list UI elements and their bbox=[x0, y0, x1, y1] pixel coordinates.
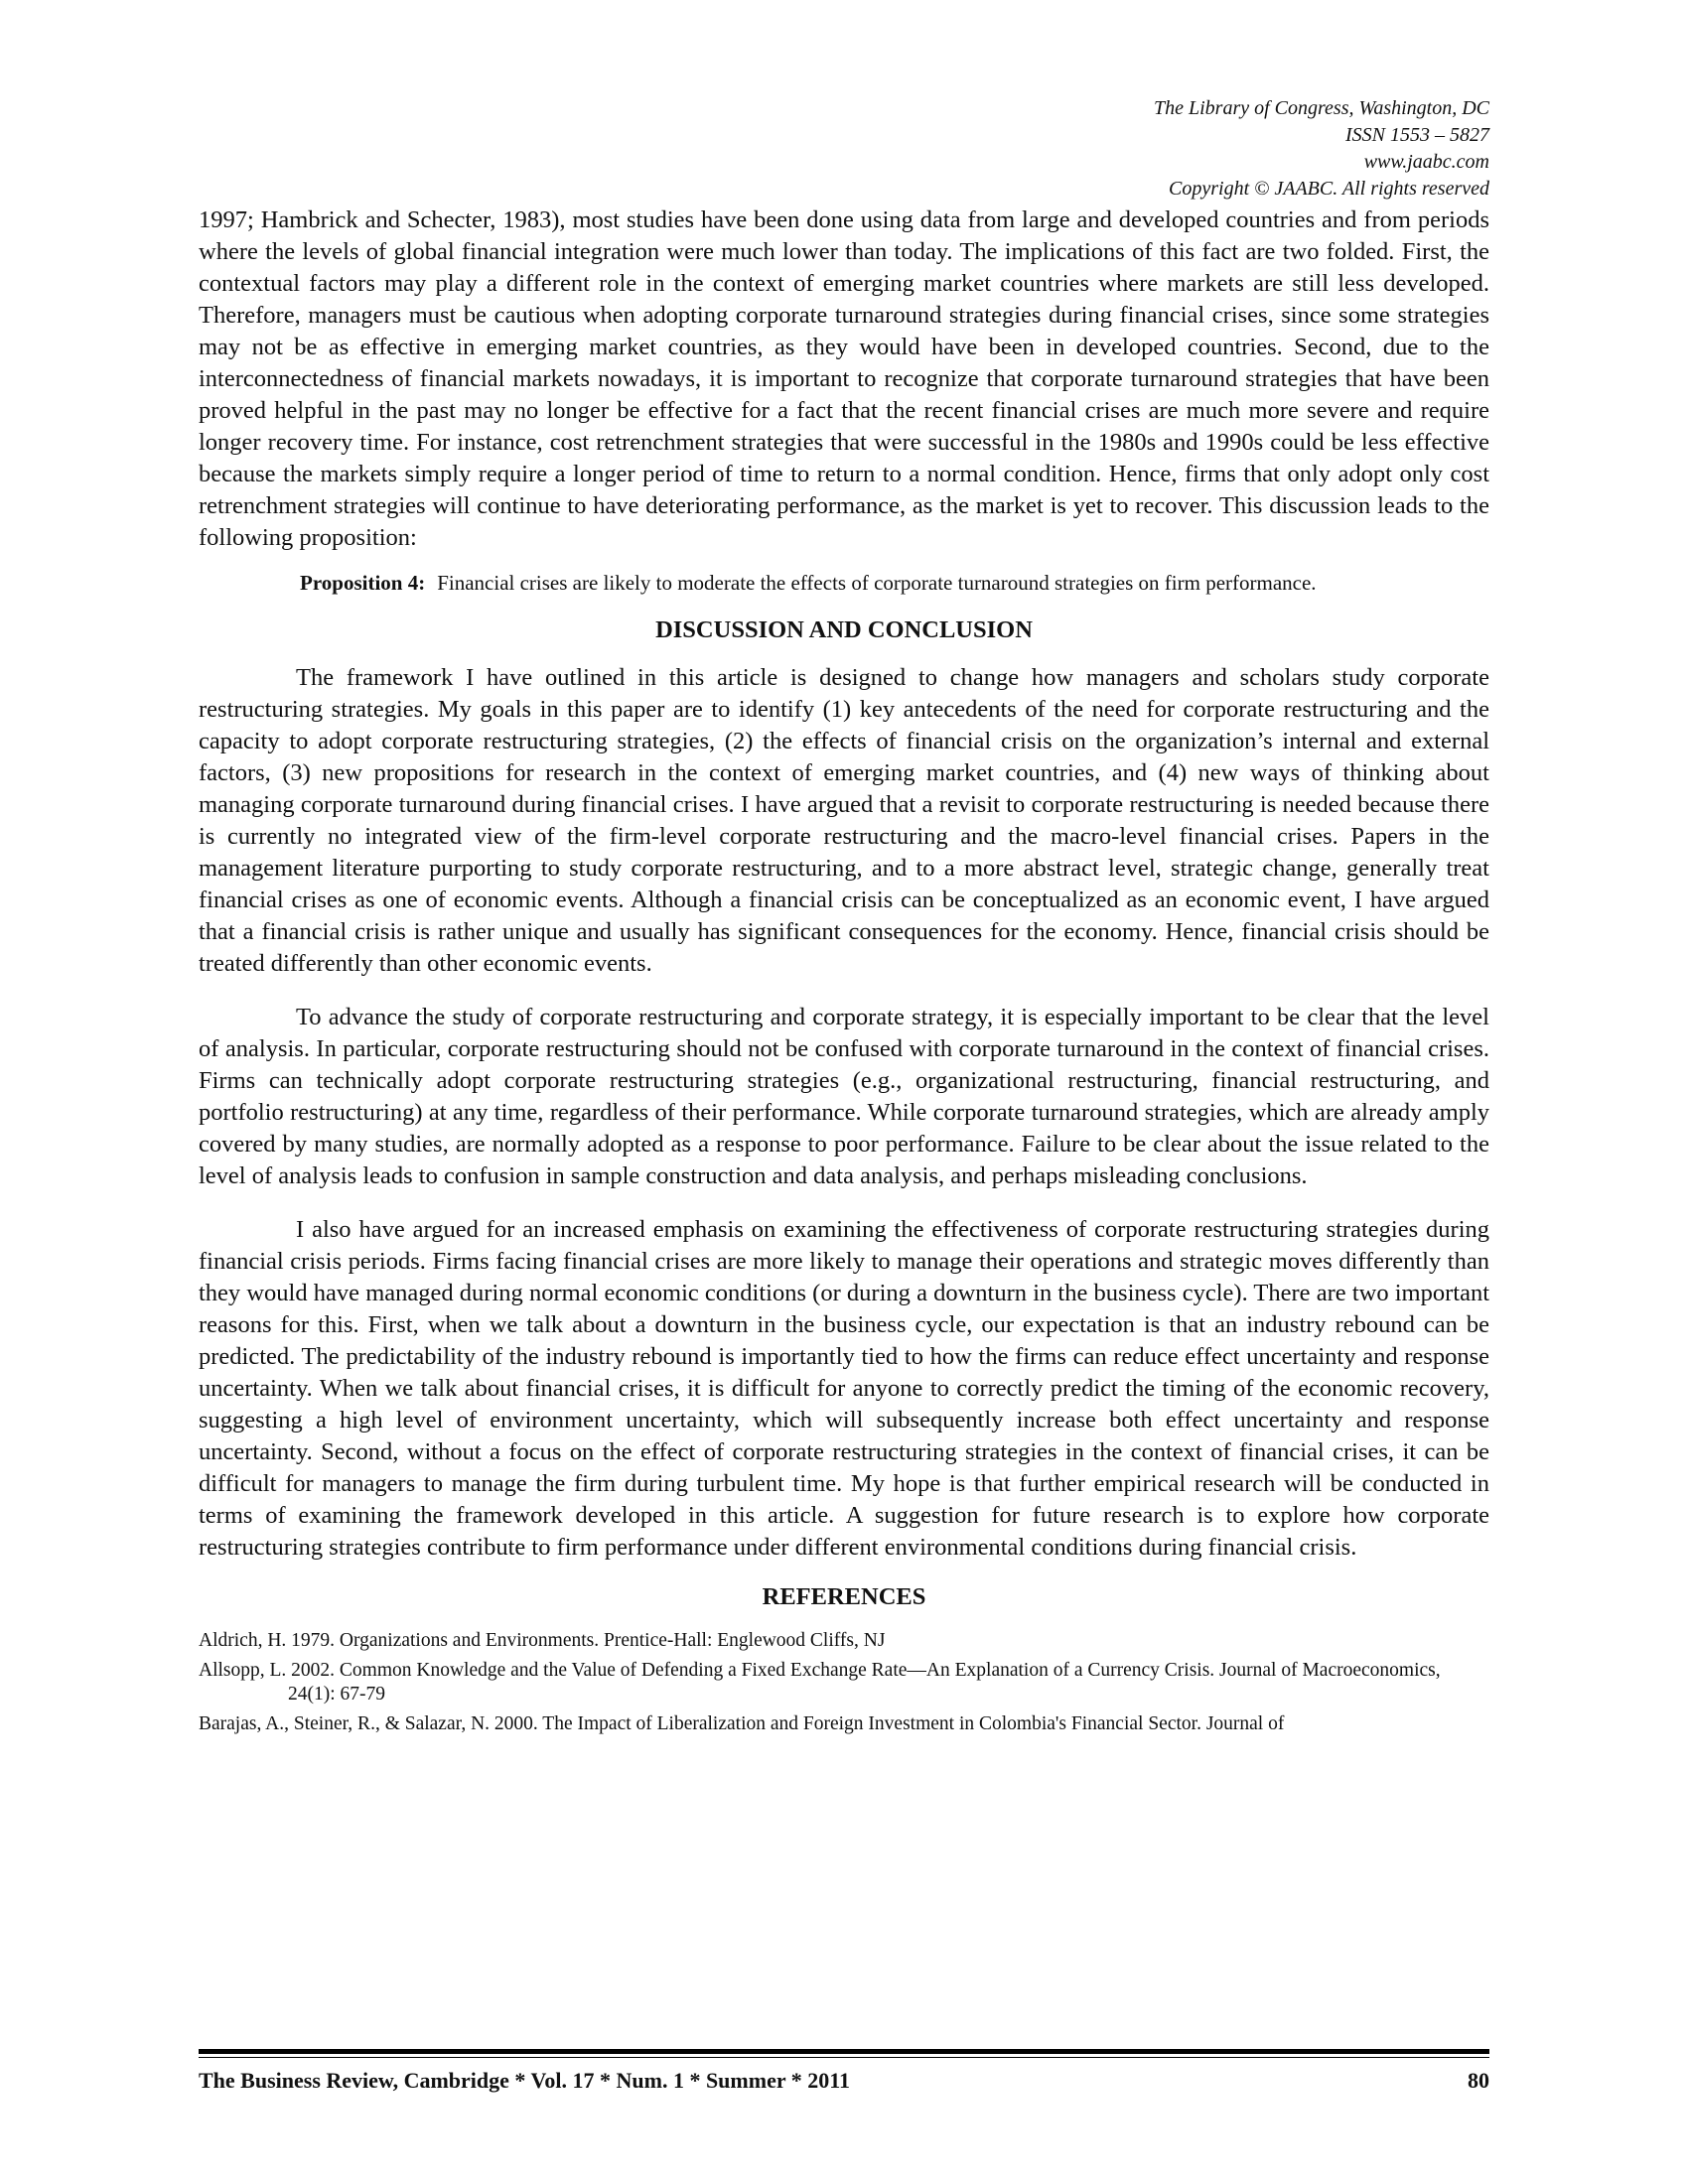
header-issn: ISSN 1553 – 5827 bbox=[1345, 124, 1489, 146]
reference-item: Allsopp, L. 2002. Common Knowledge and the Value of Defending a Fixed Exchange Rate—An Explanation of a Currency Crisis. Journal of Macroeconomics, 24(1): 67-79 bbox=[199, 1660, 1441, 1705]
paragraph-2: The framework I have outlined in this article is designed to change how managers and scholars study corporate restructuring strategies. My goals in this paper are to identify (1) key antecedents of the need for corporate restructuring and the capacity to adopt corporate restructuring strategies, (2) the effects of financial crisis on the organization’s internal and external factors, (3) new propositions for research in the context of emerging market countries, and (4) new ways of thinking about managing corporate turnaround during financial crises. I have argued that a revisit to corporate restructuring is needed because there is currently no integrated view of the firm-level corporate restructuring and the macro-level financial crises. Papers in the management literature purporting to study corporate restructuring, and to a more abstract level, strategic change, generally treat financial crises as one of economic events. Although a financial crisis can be conceptualized as an economic event, I have argued that a financial crisis is rather unique and usually has significant consequences for the economy. Hence, financial crisis should be treated differently than other economic events. bbox=[199, 664, 1489, 977]
footer-rule-thin bbox=[199, 2057, 1489, 2058]
page-footer bbox=[199, 2049, 1489, 2094]
section-heading-references: REFERENCES bbox=[762, 1583, 926, 1610]
footer-journal: The Business Review, Cambridge * Vol. 17 * Num. 1 * Summer * 2011 bbox=[199, 2068, 850, 2093]
proposition-text: Financial crises are likely to moderate the effects of corporate turnaround strategies on firm performance. bbox=[437, 571, 1317, 595]
reference-item: Aldrich, H. 1979. Organizations and Environments. Prentice-Hall: Englewood Cliffs, NJ bbox=[199, 1630, 886, 1651]
header-website: www.jaabc.com bbox=[1363, 151, 1489, 173]
running-header bbox=[199, 95, 1489, 203]
header-copyright: Copyright © JAABC. All rights reserved bbox=[1169, 178, 1489, 200]
footer-rule-thick bbox=[199, 2049, 1489, 2054]
page-number: 80 bbox=[1468, 2068, 1489, 2093]
section-heading-discussion: DISCUSSION AND CONCLUSION bbox=[655, 616, 1033, 643]
paragraph-1: 1997; Hambrick and Schecter, 1983), most studies have been done using data from large and developed countries and from periods where the levels of global financial integration were much lower than today. The implications of this fact are two folded. First, the contextual factors may play a different role in the context of emerging market countries where markets are still less developed. Therefore, managers must be cautious when adopting corporate turnaround strategies during financial crises, since some strategies may not be as effective in emerging market countries, as they would have been in developed countries. Second, due to the interconnectedness of financial markets nowadays, it is important to recognize that corporate turnaround strategies that have been proved helpful in the past may no longer be effective for a fact that the recent financial crises are much more severe and require longer recovery time. For instance, cost retrenchment strategies that were successful in the 1980s and 1990s could be less effective because the markets simply require a longer period of time to return to a normal condition. Hence, firms that only adopt only cost retrenchment strategies will continue to have deteriorating performance, as the market is yet to recover. This discussion leads to the following proposition: bbox=[199, 206, 1489, 551]
page bbox=[199, 95, 1489, 2120]
proposition bbox=[300, 570, 1489, 597]
proposition-label: Proposition 4: bbox=[300, 571, 426, 595]
reference-list bbox=[199, 1629, 1489, 1736]
reference-item: Barajas, A., Steiner, R., & Salazar, N. 2000. The Impact of Liberalization and Foreign Investment in Colombia's Financial Sector. Journal of bbox=[199, 1713, 1285, 1734]
header-library: The Library of Congress, Washington, DC bbox=[1153, 97, 1489, 119]
paragraph-4: I also have argued for an increased emphasis on examining the effectiveness of corporate restructuring strategies during financial crisis periods. Firms facing financial crises are more likely to manage their operations and strategic moves differently than they would have managed during normal economic conditions (or during a downturn in the business cycle). There are two important reasons for this. First, when we talk about a downturn in the business cycle, our expectation is that an industry rebound can be predicted. The predictability of the industry rebound is importantly tied to how the firms can reduce effect uncertainty and response uncertainty. When we talk about financial crises, it is difficult for anyone to correctly predict the timing of the economic recovery, suggesting a high level of environment uncertainty, which will subsequently increase both effect uncertainty and response uncertainty. Second, without a focus on the effect of corporate restructuring strategies in the context of financial crises, it can be difficult for managers to manage the firm during turbulent time. My hope is that further empirical research will be conducted in terms of examining the framework developed in this article. A suggestion for future research is to explore how corporate restructuring strategies contribute to firm performance under different environmental conditions during financial crisis. bbox=[199, 1216, 1489, 1561]
footer-row bbox=[199, 2068, 1489, 2094]
paragraph-3: To advance the study of corporate restructuring and corporate strategy, it is especially important to be clear that the level of analysis. In particular, corporate restructuring should not be confused with corporate turnaround in the context of financial crises. Firms can technically adopt corporate restructuring strategies (e.g., organizational restructuring, financial restructuring, and portfolio restructuring) at any time, regardless of their performance. While corporate turnaround strategies, which are already amply covered by many studies, are normally adopted as a response to poor performance. Failure to be clear about the issue related to the level of analysis leads to confusion in sample construction and data analysis, and perhaps misleading conclusions. bbox=[199, 1004, 1489, 1189]
